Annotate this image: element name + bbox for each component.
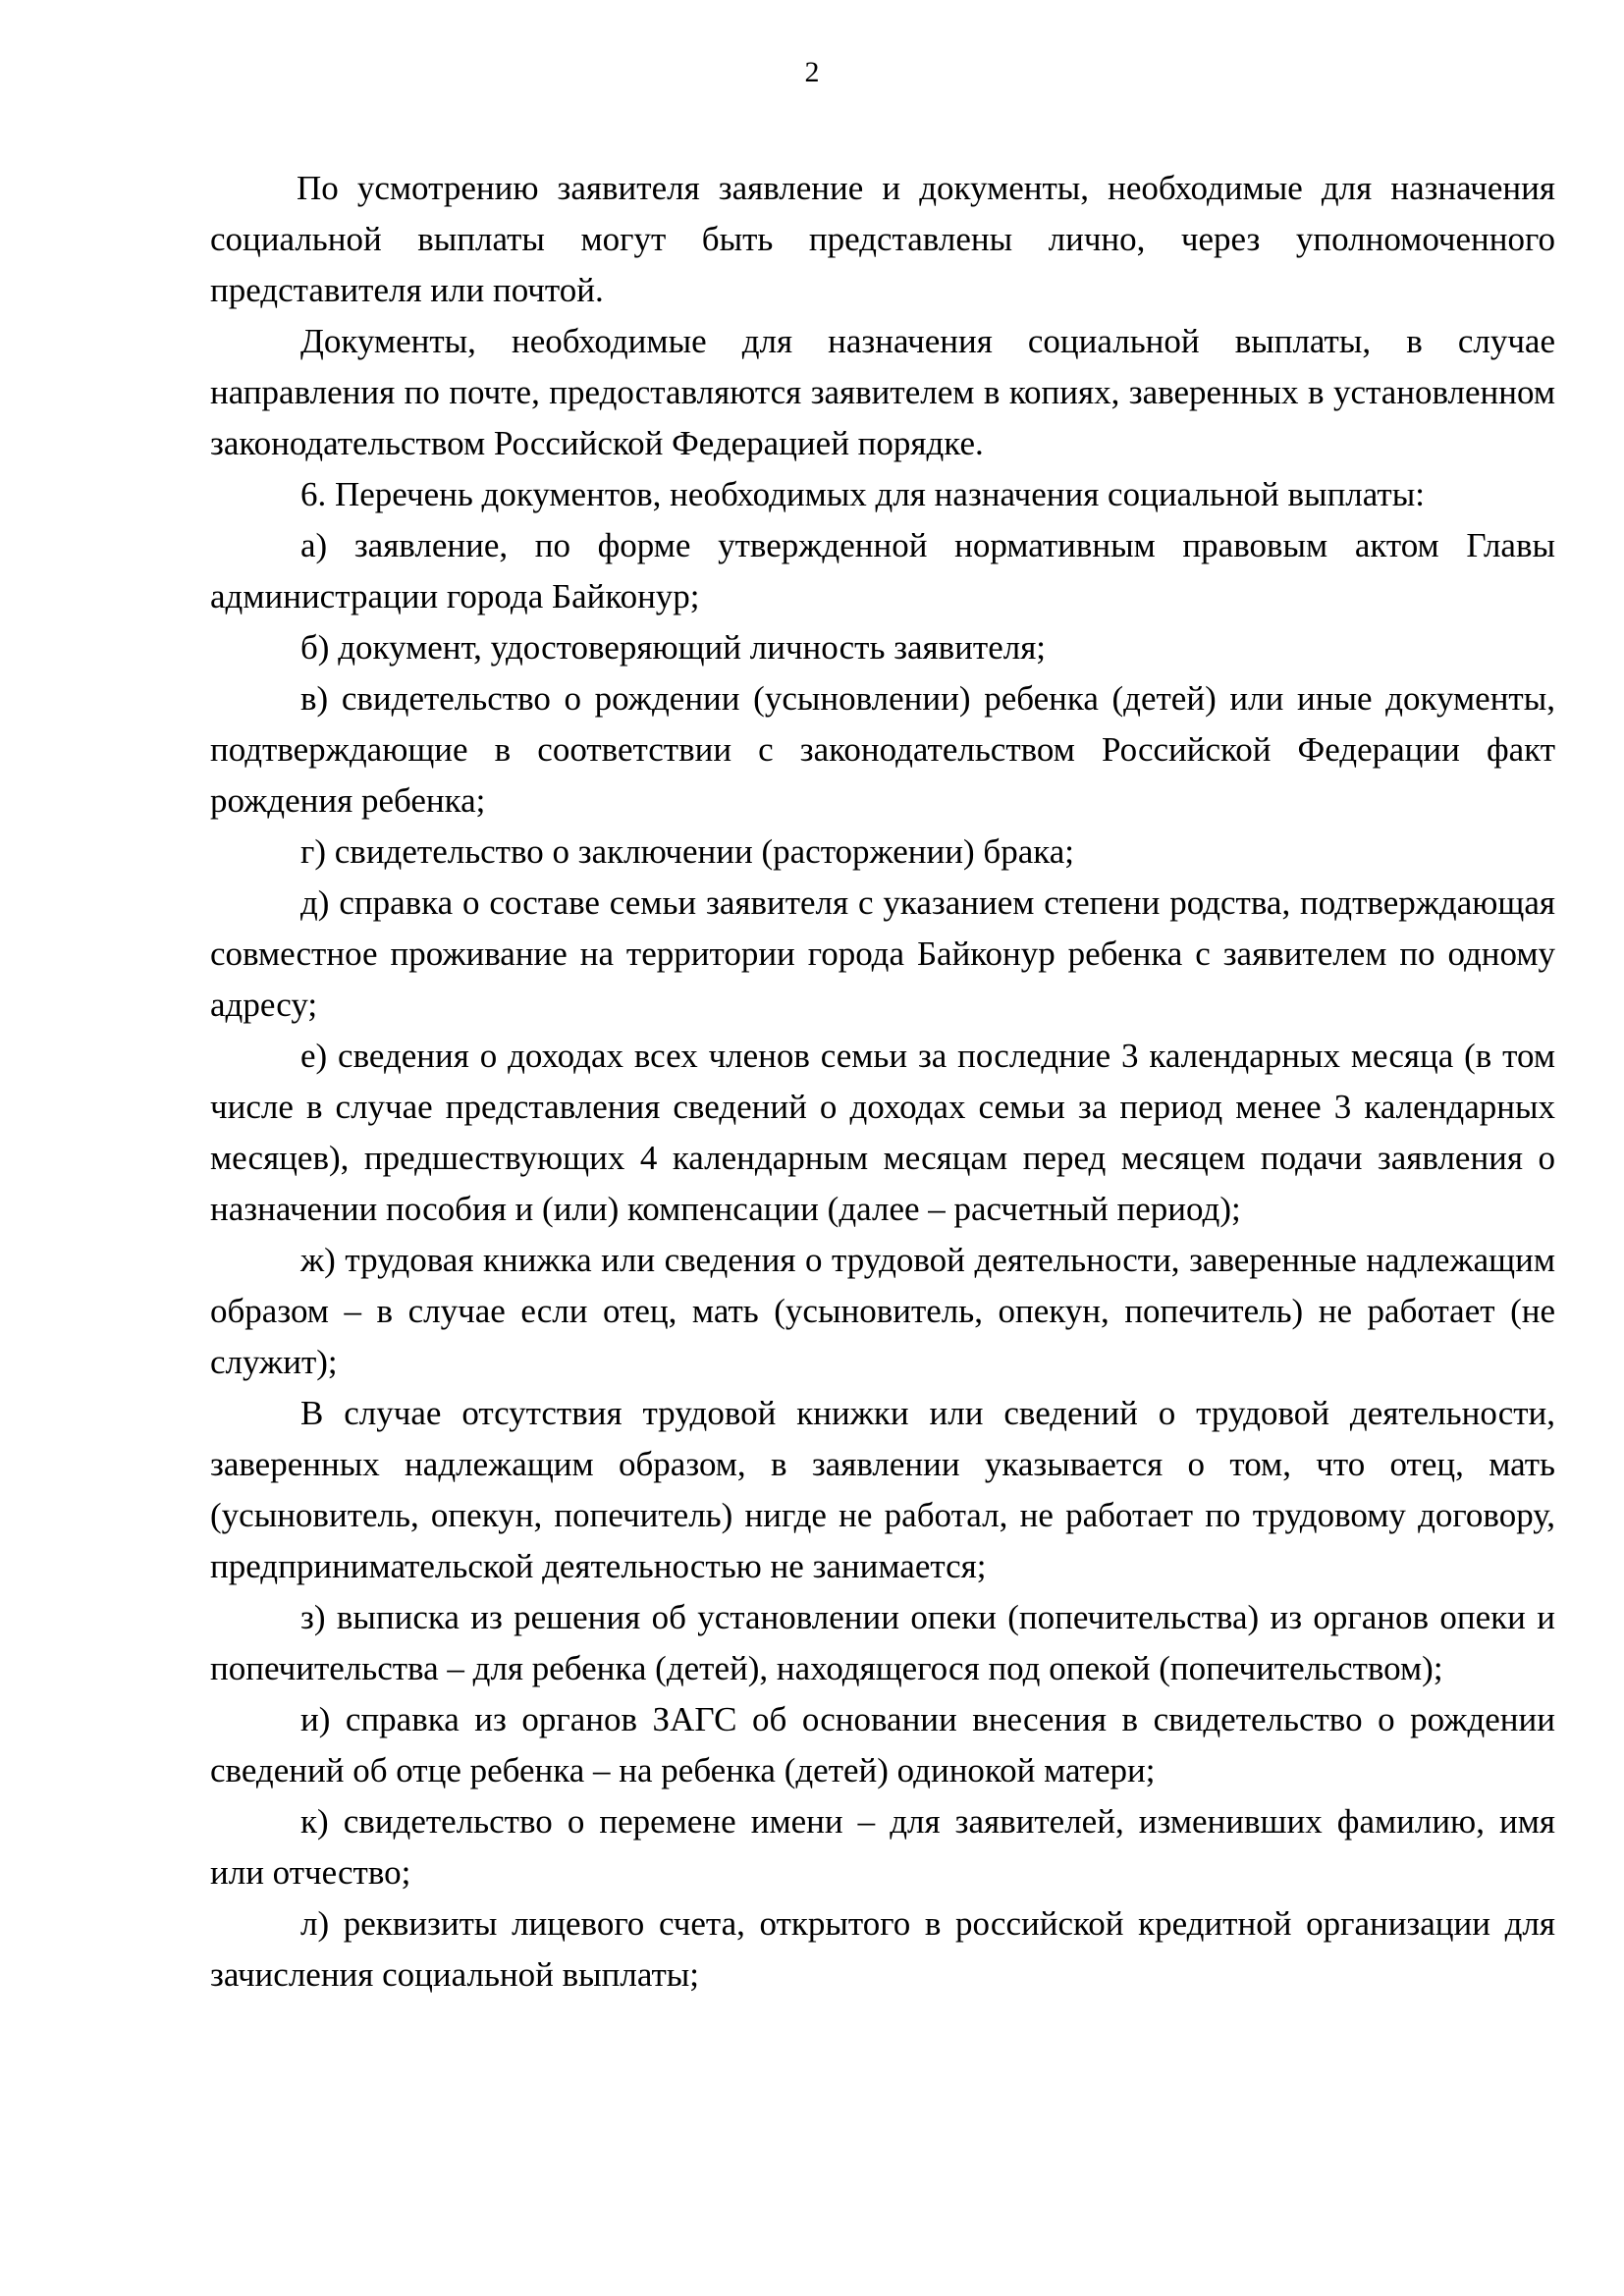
document-body	[210, 163, 1555, 2001]
list-item-g: г) свидетельство о заключении (расторжении) брака;	[300, 832, 1074, 871]
paragraph-postal-copies: Документы, необходимые для назначения социальной выплаты, в случае направления по почте, предоставляются заявителем в копиях, заверенных в установленном законодательством Российской Федерацией порядке.	[210, 322, 1555, 462]
list-item-a: а) заявление, по форме утвержденной нормативным правовым актом Главы администрации города Байконур;	[210, 526, 1555, 615]
paragraph-document-list-heading: 6. Перечень документов, необходимых для назначения социальной выплаты:	[300, 475, 1425, 513]
list-item-v: в) свидетельство о рождении (усыновлении) ребенка (детей) или иные документы, подтверждающие в соответствии с законодательством Российской Федерации факт рождения ребенка;	[210, 679, 1555, 820]
list-item-k: к) свидетельство о перемене имени – для заявителей, изменивших фамилию, имя или отчество;	[210, 1802, 1555, 1892]
list-item-b: б) документ, удостоверяющий личность заявителя;	[300, 628, 1047, 667]
list-item-d: д) справка о составе семьи заявителя с указанием степени родства, подтверждающая совместное проживание на территории города Байконур ребенка с заявителем по одному адресу;	[210, 883, 1555, 1024]
paragraph-submission-methods: По усмотрению заявителя заявление и документы, необходимые для назначения социальной выплаты могут быть представлены лично, через уполномоченного представителя или почтой.	[210, 169, 1555, 309]
list-item-e: е) сведения о доходах всех членов семьи за последние 3 календарных месяца (в том числе в случае представления сведений о доходах семьи за период менее 3 календарных месяцев), предшествующих 4 календарным месяцам перед месяцем подачи заявления о назначении пособия и (или) компенсации (далее – расчетный период);	[210, 1037, 1555, 1228]
paragraph-no-work-record: В случае отсутствия трудовой книжки или сведений о трудовой деятельности, заверенных надлежащим образом, в заявлении указывается о том, что отец, мать (усыновитель, опекун, попечитель) нигде не работал, не работает по трудовому договору, предпринимательской деятельностью не занимается;	[210, 1394, 1555, 1585]
page-number: 2	[804, 56, 820, 88]
list-item-l: л) реквизиты лицевого счета, открытого в российской кредитной организации для зачисления социальной выплаты;	[210, 1904, 1555, 1994]
list-item-i: и) справка из органов ЗАГС об основании внесения в свидетельство о рождении сведений об отце ребенка – на ребенка (детей) одинокой матери;	[210, 1700, 1555, 1789]
list-item-zh: ж) трудовая книжка или сведения о трудовой деятельности, заверенные надлежащим образом – в случае если отец, мать (усыновитель, опекун, попечитель) не работает (не служит);	[210, 1241, 1555, 1381]
list-item-z: з) выписка из решения об установлении опеки (попечительства) из органов опеки и попечительства – для ребенка (детей), находящегося под опекой (попечительством);	[210, 1598, 1555, 1687]
